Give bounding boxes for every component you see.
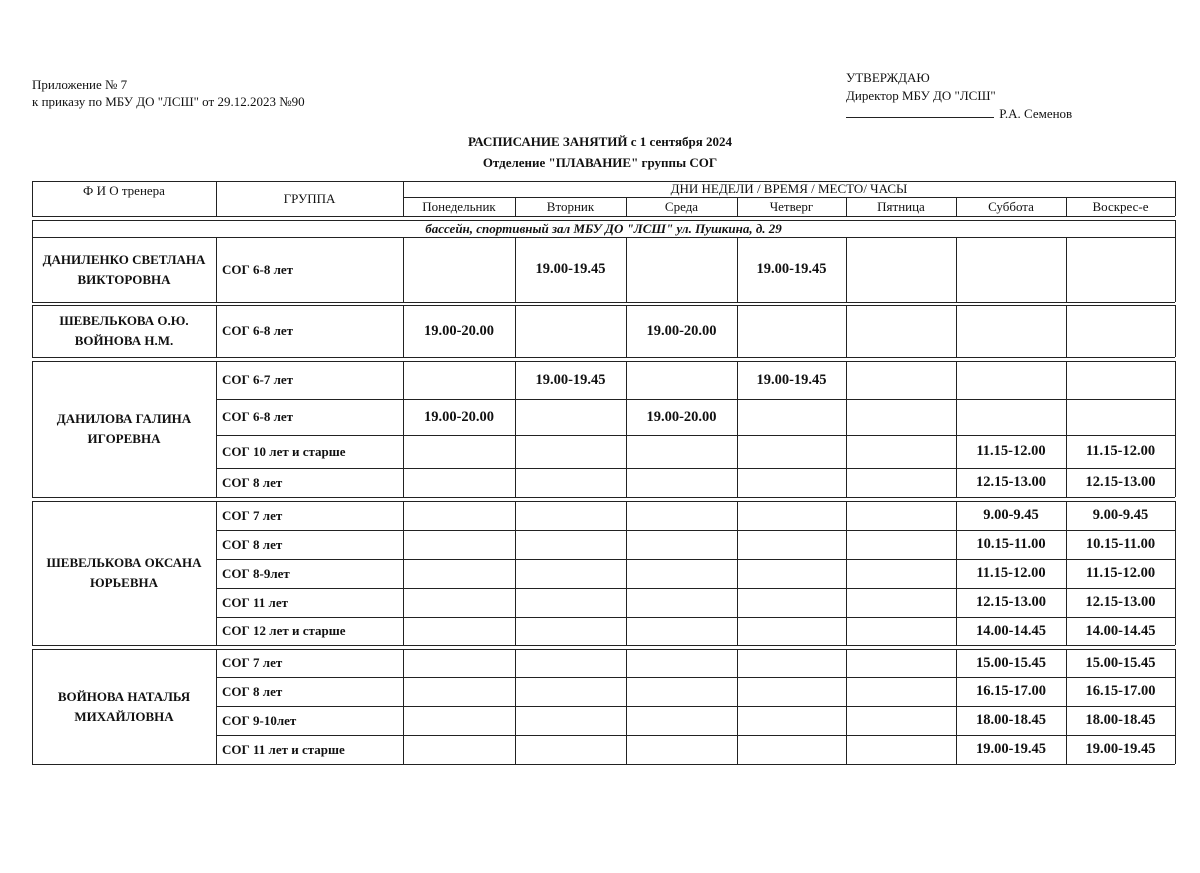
approve-name: Р.А. Семенов (999, 106, 1073, 121)
empty-slot (846, 305, 956, 357)
session-time: 19.00-20.00 (646, 408, 717, 425)
empty-slot (956, 399, 1066, 435)
group-name: СОГ 11 лет и старше (222, 741, 345, 757)
empty-slot (737, 735, 846, 764)
empty-slot (846, 617, 956, 645)
empty-slot (403, 735, 515, 764)
group-name: СОГ 7 лет (222, 507, 283, 523)
empty-slot (846, 559, 956, 588)
empty-slot (846, 237, 956, 302)
empty-slot (737, 435, 846, 468)
empty-slot (737, 530, 846, 559)
empty-slot (515, 530, 626, 559)
coach-name: ДАНИЛОВА ГАЛИНА ИГОРЕВНА (56, 411, 192, 446)
appendix-line-1: Приложение № 7 (32, 77, 128, 92)
group-name: СОГ 10 лет и старше (222, 443, 346, 459)
coach-name: ВОЙНОВА НАТАЛЬЯ МИХАЙЛОВНА (57, 688, 191, 724)
session-time: 19.00-19.45 (756, 261, 827, 277)
approve-signature (846, 105, 1072, 123)
empty-slot (737, 399, 846, 435)
empty-slot (515, 468, 626, 497)
empty-slot (1066, 305, 1175, 357)
coach-name: ДАНИЛЕНКО СВЕТЛАНА ВИКТОРОВНА (42, 251, 206, 287)
empty-slot (403, 237, 515, 302)
session-time: 12.15-13.00 (975, 594, 1047, 610)
day-header: Суббота (988, 198, 1034, 214)
day-header: Понедельник (422, 198, 496, 214)
session-time: 11.15-12.00 (1085, 565, 1156, 581)
empty-slot (737, 649, 846, 677)
session-time: 15.00-15.45 (1085, 654, 1156, 671)
group-name: СОГ 8-9лет (222, 565, 290, 581)
session-time: 19.00-19.45 (535, 261, 606, 277)
empty-slot (737, 501, 846, 530)
empty-slot (846, 735, 956, 764)
block-col-line (1175, 649, 1176, 764)
empty-slot (626, 361, 737, 399)
schedule-subtitle: Отделение "ПЛАВАНИЕ" группы СОГ (482, 155, 718, 170)
empty-slot (515, 706, 626, 735)
col-header-fio: Ф И О тренера (83, 183, 165, 198)
empty-slot (403, 501, 515, 530)
block-col-line (1175, 361, 1176, 497)
signature-line (846, 105, 994, 118)
empty-slot (403, 588, 515, 617)
header-border-bottom (32, 216, 1175, 217)
empty-slot (626, 237, 737, 302)
empty-slot (846, 361, 956, 399)
session-time: 9.00-9.45 (983, 507, 1039, 523)
empty-slot (515, 677, 626, 706)
empty-slot (737, 559, 846, 588)
appendix-note (32, 76, 305, 110)
session-time: 14.00-14.45 (975, 622, 1047, 639)
empty-slot (737, 706, 846, 735)
group-name: СОГ 6-8 лет (222, 261, 294, 277)
session-time: 18.00-18.45 (975, 712, 1047, 728)
day-header: Пятница (877, 198, 925, 214)
session-time: 12.15-13.00 (975, 474, 1047, 490)
empty-slot (403, 677, 515, 706)
day-header: Вторник (546, 198, 595, 214)
empty-slot (626, 559, 737, 588)
session-time: 11.15-12.00 (1085, 443, 1156, 459)
session-time: 12.15-13.00 (1085, 594, 1156, 610)
empty-slot (515, 305, 626, 357)
group-name: СОГ 12 лет и старше (222, 623, 346, 638)
block-border-bottom (32, 764, 1175, 765)
empty-slot (737, 588, 846, 617)
col-header-days: ДНИ НЕДЕЛИ / ВРЕМЯ / МЕСТО/ ЧАСЫ (670, 181, 908, 196)
empty-slot (846, 649, 956, 677)
empty-slot (515, 501, 626, 530)
empty-slot (626, 735, 737, 764)
empty-slot (515, 735, 626, 764)
empty-slot (846, 399, 956, 435)
session-time: 16.15-17.00 (975, 683, 1047, 699)
empty-slot (1066, 361, 1175, 399)
empty-slot (626, 435, 737, 468)
appendix-line-2: к приказу по МБУ ДО "ЛСШ" от 29.12.2023 №90 (32, 94, 305, 109)
empty-slot (403, 468, 515, 497)
group-name: СОГ 6-8 лет (222, 409, 294, 424)
session-time: 19.00-20.00 (646, 322, 717, 339)
session-time: 19.00-19.45 (756, 371, 827, 388)
session-time: 10.15-11.00 (1085, 536, 1156, 552)
empty-slot (846, 468, 956, 497)
location-right-border (1175, 220, 1176, 237)
day-header: Воскрес-е (1092, 198, 1149, 214)
session-time: 19.00-19.45 (535, 371, 606, 388)
session-time: 19.00-19.45 (975, 741, 1047, 757)
session-time: 19.00-19.45 (1085, 741, 1156, 757)
group-name: СОГ 8 лет (222, 536, 283, 552)
session-time: 18.00-18.45 (1085, 712, 1156, 728)
empty-slot (403, 435, 515, 468)
block-col-line (1175, 305, 1176, 357)
schedule-title: РАСПИСАНИЕ ЗАНЯТИЙ с 1 сентября 2024 (467, 134, 733, 149)
group-name: СОГ 11 лет (222, 594, 289, 610)
empty-slot (626, 588, 737, 617)
group-name: СОГ 6-8 лет (222, 323, 294, 338)
group-name: СОГ 8 лет (222, 474, 283, 490)
empty-slot (846, 501, 956, 530)
empty-slot (403, 530, 515, 559)
empty-slot (737, 305, 846, 357)
empty-slot (846, 706, 956, 735)
empty-slot (626, 501, 737, 530)
empty-slot (626, 468, 737, 497)
session-time: 11.15-12.00 (976, 443, 1046, 459)
empty-slot (403, 649, 515, 677)
empty-slot (956, 361, 1066, 399)
empty-slot (626, 617, 737, 645)
empty-slot (846, 435, 956, 468)
empty-slot (515, 435, 626, 468)
session-time: 11.15-12.00 (976, 565, 1046, 581)
empty-slot (1066, 237, 1175, 302)
group-name: СОГ 9-10лет (222, 712, 297, 728)
col-header-group: ГРУППА (283, 190, 336, 206)
empty-slot (1066, 399, 1175, 435)
empty-slot (626, 706, 737, 735)
group-name: СОГ 7 лет (222, 655, 283, 670)
empty-slot (846, 588, 956, 617)
empty-slot (737, 617, 846, 645)
empty-slot (626, 649, 737, 677)
empty-slot (956, 237, 1066, 302)
empty-slot (515, 617, 626, 645)
empty-slot (626, 530, 737, 559)
block-border-bottom (32, 357, 1175, 358)
session-time: 16.15-17.00 (1085, 683, 1156, 699)
block-border-bottom (32, 497, 1175, 498)
empty-slot (515, 559, 626, 588)
day-header: Среда (664, 198, 699, 214)
session-time: 14.00-14.45 (1085, 622, 1156, 639)
day-header: Четверг (769, 198, 814, 214)
block-border-bottom (32, 302, 1175, 303)
location-row: бассейн, спортивный зал МБУ ДО "ЛСШ" ул. Пушкина, д. 29 (425, 220, 782, 236)
session-time: 19.00-20.00 (423, 408, 495, 425)
header-right-border (1175, 181, 1176, 216)
approve-position: Директор МБУ ДО "ЛСШ" (846, 88, 996, 103)
empty-slot (515, 588, 626, 617)
empty-slot (515, 399, 626, 435)
approve-title: УТВЕРЖДАЮ (846, 70, 930, 85)
session-time: 10.15-11.00 (976, 536, 1046, 552)
block-col-line (1175, 501, 1176, 645)
empty-slot (403, 706, 515, 735)
group-name: СОГ 8 лет (222, 683, 283, 699)
empty-slot (403, 361, 515, 399)
session-time: 9.00-9.45 (1092, 507, 1149, 523)
session-time: 15.00-15.45 (975, 654, 1047, 671)
empty-slot (515, 649, 626, 677)
session-time: 12.15-13.00 (1085, 474, 1156, 490)
empty-slot (403, 559, 515, 588)
session-time: 19.00-20.00 (423, 322, 495, 339)
empty-slot (737, 468, 846, 497)
empty-slot (737, 677, 846, 706)
block-border-bottom (32, 645, 1175, 646)
coach-name: ШЕВЕЛЬКОВА ОКСАНА ЮРЬЕВНА (46, 555, 202, 590)
empty-slot (626, 677, 737, 706)
block-col-line (1175, 237, 1176, 302)
approval-block (846, 69, 1072, 123)
group-name: СОГ 6-7 лет (222, 372, 294, 387)
empty-slot (956, 305, 1066, 357)
empty-slot (846, 530, 956, 559)
empty-slot (403, 617, 515, 645)
empty-slot (846, 677, 956, 706)
coach-name: ШЕВЕЛЬКОВА О.Ю. ВОЙНОВА Н.М. (59, 313, 189, 348)
